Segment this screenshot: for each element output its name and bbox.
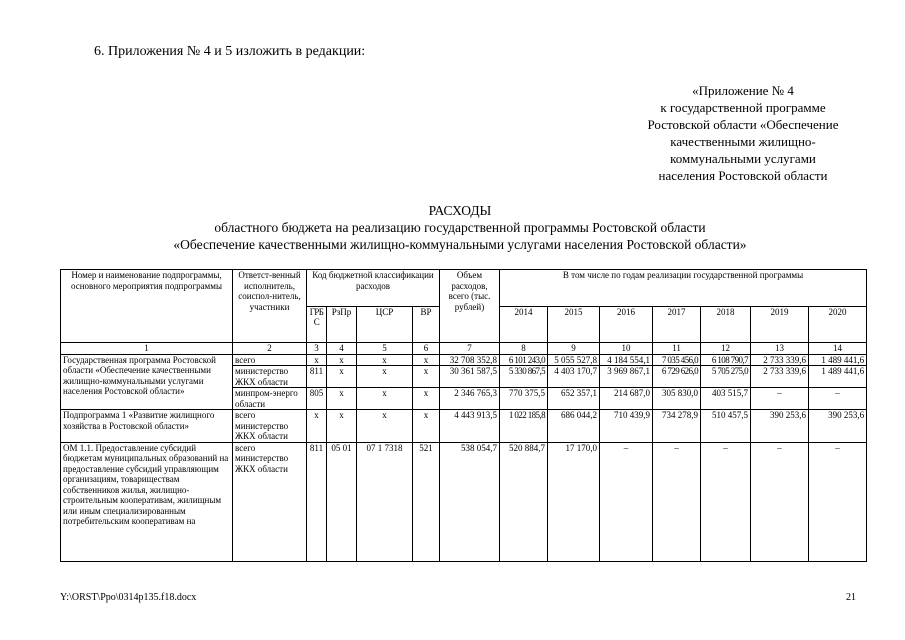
column-number: 11 — [653, 343, 701, 355]
heading-line-1: областного бюджета на реализацию государственной программы Ростовской области — [214, 220, 706, 235]
column-number-row — [61, 343, 867, 355]
row-responsible: минпром-энерго области — [233, 388, 307, 410]
row-year-value: 1 489 441,6 — [809, 366, 867, 388]
row-year-value: 17 170,0 — [548, 442, 600, 561]
appendix-line: качественными жилищно- — [670, 134, 816, 149]
row-responsible: всего — [233, 354, 307, 366]
row-vr: x — [413, 354, 440, 366]
column-number: 7 — [440, 343, 500, 355]
heading-line-2: «Обеспечение качественными жилищно-коммунальными услугами населения Ростовской области» — [173, 237, 747, 252]
measure-name: ОМ 1.1. Предоставление субсидий бюджетам муниципальных образований на предоставление субсидий управляющим организациям, товариществам собственников жилья, жилищно-строительным кооперативам, жилищным или иным специализированным потребительским кооперативам на — [61, 442, 233, 561]
column-number: 14 — [809, 343, 867, 355]
row-year-value: 6 108 790,7 — [701, 354, 751, 366]
row-year-value: – — [809, 442, 867, 561]
header-vr: ВР — [413, 306, 440, 343]
heading-title: РАСХОДЫ — [428, 203, 492, 218]
row-year-value: – — [653, 442, 701, 561]
row-grbs: 811 — [307, 442, 327, 561]
appendix-line: коммунальными услугами — [670, 151, 816, 166]
header-name: Номер и наименование подпрограммы, основного мероприятия подпрограммы — [61, 270, 233, 343]
row-responsible: всего министерство ЖКХ области — [233, 410, 307, 443]
table-row — [61, 410, 867, 443]
row-year-value: 7 035 456,0 — [653, 354, 701, 366]
row-year-value: 390 253,6 — [751, 410, 809, 443]
header-row — [61, 270, 867, 307]
row-year-value: 3 969 867,1 — [600, 366, 653, 388]
row-total: 538 054,7 — [440, 442, 500, 561]
header-year: 2018 — [701, 306, 751, 343]
header-years-group: В том числе по годам реализации государственной программы — [500, 270, 867, 307]
column-number: 1 — [61, 343, 233, 355]
row-rzpr: x — [327, 366, 357, 388]
appendix-line: «Приложение № 4 — [692, 83, 794, 98]
row-year-value: 6 101 243,0 — [500, 354, 548, 366]
row-year-value: 5 055 527,8 — [548, 354, 600, 366]
row-year-value: 403 515,7 — [701, 388, 751, 410]
row-year-value: 4 403 170,7 — [548, 366, 600, 388]
row-csr: x — [357, 388, 413, 410]
row-year-value: 520 884,7 — [500, 442, 548, 561]
row-year-value: 4 184 554,1 — [600, 354, 653, 366]
table-row — [61, 442, 867, 561]
header-year: 2019 — [751, 306, 809, 343]
row-rzpr: x — [327, 354, 357, 366]
appendix-line: к государственной программе — [660, 100, 826, 115]
row-year-value: 214 687,0 — [600, 388, 653, 410]
header-grbs: ГРБС — [307, 306, 327, 343]
row-responsible: всего министерство ЖКХ области — [233, 442, 307, 561]
header-year: 2020 — [809, 306, 867, 343]
row-year-value: 1 489 441,6 — [809, 354, 867, 366]
expenses-table — [60, 269, 867, 562]
row-year-value: 6 729 626,0 — [653, 366, 701, 388]
row-year-value: 390 253,6 — [809, 410, 867, 443]
row-year-value: 734 278,9 — [653, 410, 701, 443]
row-year-value: 5 330 867,5 — [500, 366, 548, 388]
column-number: 2 — [233, 343, 307, 355]
intro-paragraph: 6. Приложения № 4 и 5 изложить в редакции: — [94, 44, 366, 59]
row-responsible: министерство ЖКХ области — [233, 366, 307, 388]
row-vr: 521 — [413, 442, 440, 561]
header-responsible: Ответст-венный исполнитель, соиспол-нитель, участники — [233, 270, 307, 343]
row-total: 32 708 352,8 — [440, 354, 500, 366]
row-year-value: 686 044,2 — [548, 410, 600, 443]
row-year-value: 770 375,5 — [500, 388, 548, 410]
row-csr: x — [357, 354, 413, 366]
column-number: 10 — [600, 343, 653, 355]
header-rzpr: РзПр — [327, 306, 357, 343]
row-vr: x — [413, 366, 440, 388]
header-year: 2015 — [548, 306, 600, 343]
row-grbs: x — [307, 410, 327, 443]
row-total: 30 361 587,5 — [440, 366, 500, 388]
row-year-value: 5 705 275,0 — [701, 366, 751, 388]
row-total: 4 443 913,5 — [440, 410, 500, 443]
header-year: 2016 — [600, 306, 653, 343]
row-year-value: 1 022 185,8 — [500, 410, 548, 443]
row-grbs: x — [307, 354, 327, 366]
footer-file-path: Y:\ORST\Ppo\0314p135.f18.docx — [60, 592, 197, 603]
row-grbs: 805 — [307, 388, 327, 410]
document-heading — [0, 202, 905, 253]
row-year-value: 305 830,0 — [653, 388, 701, 410]
appendix-caption — [618, 82, 868, 184]
state-program-name: Государственная программа Ростовской области «Обеспечение качественными жилищно-коммунальными услугами населения Ростовской области» — [61, 354, 233, 410]
row-csr: 07 1 7318 — [357, 442, 413, 561]
row-csr: x — [357, 410, 413, 443]
page-number: 21 — [846, 592, 856, 603]
column-number: 9 — [548, 343, 600, 355]
header-year: 2014 — [500, 306, 548, 343]
row-rzpr: x — [327, 410, 357, 443]
header-code-group: Код бюджетной классификации расходов — [307, 270, 440, 307]
column-number: 4 — [327, 343, 357, 355]
column-number: 3 — [307, 343, 327, 355]
appendix-line: населения Ростовской области — [658, 168, 828, 183]
row-total: 2 346 765,3 — [440, 388, 500, 410]
row-year-value: 2 733 339,6 — [751, 366, 809, 388]
row-year-value: – — [751, 388, 809, 410]
row-year-value: 510 457,5 — [701, 410, 751, 443]
column-number: 5 — [357, 343, 413, 355]
row-rzpr: 05 01 — [327, 442, 357, 561]
row-year-value: 2 733 339,6 — [751, 354, 809, 366]
row-vr: x — [413, 410, 440, 443]
column-number: 13 — [751, 343, 809, 355]
header-volume: Объем расходов, всего (тыс. рублей) — [440, 270, 500, 343]
column-number: 6 — [413, 343, 440, 355]
row-rzpr: x — [327, 388, 357, 410]
appendix-line: Ростовской области «Обеспечение — [647, 117, 839, 132]
row-year-value: – — [751, 442, 809, 561]
row-year-value: 652 357,1 — [548, 388, 600, 410]
row-year-value: – — [600, 442, 653, 561]
row-grbs: 811 — [307, 366, 327, 388]
row-year-value: – — [809, 388, 867, 410]
header-year: 2017 — [653, 306, 701, 343]
row-year-value: – — [701, 442, 751, 561]
column-number: 8 — [500, 343, 548, 355]
row-year-value: 710 439,9 — [600, 410, 653, 443]
table-row — [61, 354, 867, 366]
row-vr: x — [413, 388, 440, 410]
column-number: 12 — [701, 343, 751, 355]
header-csr: ЦСР — [357, 306, 413, 343]
subprogram-name: Подпрограмма 1 «Развитие жилищного хозяйства в Ростовской области» — [61, 410, 233, 443]
row-csr: x — [357, 366, 413, 388]
